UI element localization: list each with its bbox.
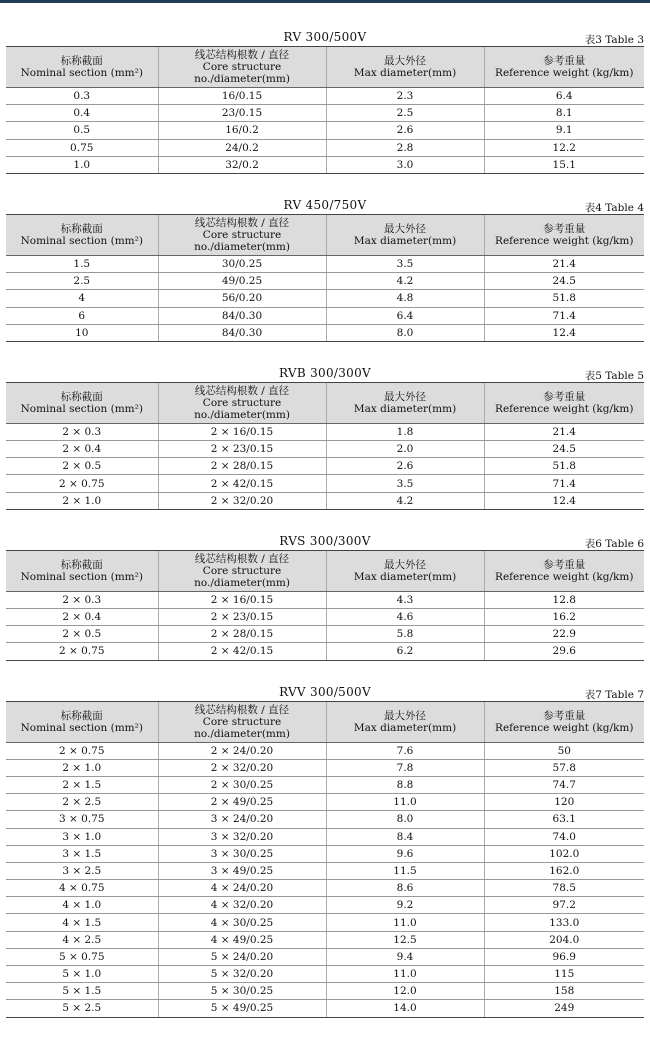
nominal-section-cell: 5 × 0.75	[6, 948, 158, 965]
spec-table	[6, 701, 644, 1018]
core-structure-cell: 5 × 24/0.20	[158, 948, 326, 965]
max-diameter-cell: 4.3	[326, 591, 484, 608]
nominal-section-cell: 4 × 1.5	[6, 914, 158, 931]
header-label-zh: 标称截面	[60, 55, 103, 67]
header-label-zh: 参考重量	[543, 222, 586, 235]
reference-weight-cell: 12.4	[484, 492, 644, 509]
header-label-en: Max diameter(mm)	[353, 67, 457, 79]
header-label-zh: 线芯结构根数 / 直径	[194, 216, 290, 229]
reference-weight-cell: 16.2	[484, 609, 644, 626]
header-label-zh: 线芯结构根数 / 直径	[194, 49, 290, 61]
nominal-section-cell: 2 × 1.0	[6, 492, 158, 509]
top-rule	[0, 0, 650, 3]
nominal-section-cell: 0.4	[6, 105, 158, 122]
header-label-zh: 标称截面	[60, 558, 103, 571]
core-structure-header	[158, 47, 326, 88]
table-row	[6, 122, 644, 139]
reference-weight-header	[484, 550, 644, 591]
header-label-en: Reference weight (kg/km)	[495, 570, 634, 583]
max-diameter-cell: 8.8	[326, 776, 484, 793]
nominal-section-cell: 2 × 1.0	[6, 759, 158, 776]
nominal-section-cell: 3 × 1.5	[6, 845, 158, 862]
table-row	[6, 492, 644, 509]
table-row	[6, 441, 644, 458]
reference-weight-cell: 63.1	[484, 811, 644, 828]
max-diameter-cell: 12.0	[326, 983, 484, 1000]
core-structure-header	[158, 214, 326, 255]
max-diameter-cell: 4.8	[326, 290, 484, 307]
header-label-en: Reference weight (kg/km)	[495, 234, 634, 247]
core-structure-cell: 3 × 24/0.20	[158, 811, 326, 828]
header-label-en: Max diameter(mm)	[353, 402, 457, 415]
core-structure-cell: 3 × 49/0.25	[158, 862, 326, 879]
reference-weight-cell: 120	[484, 794, 644, 811]
table-caption	[0, 28, 650, 46]
header-label-zh: 标称截面	[60, 222, 103, 235]
max-diameter-cell: 2.8	[326, 139, 484, 156]
reference-weight-cell: 12.8	[484, 591, 644, 608]
header-row	[6, 382, 644, 423]
nominal-section-header	[6, 550, 158, 591]
reference-weight-cell: 12.2	[484, 139, 644, 156]
core-structure-cell: 3 × 32/0.20	[158, 828, 326, 845]
core-structure-cell: 23/0.15	[158, 105, 326, 122]
max-diameter-header	[326, 47, 484, 88]
reference-weight-cell: 57.8	[484, 759, 644, 776]
reference-weight-cell: 162.0	[484, 862, 644, 879]
table-caption	[0, 364, 650, 382]
nominal-section-cell: 3 × 1.0	[6, 828, 158, 845]
table-row	[6, 88, 644, 105]
core-structure-cell: 4 × 49/0.25	[158, 931, 326, 948]
core-structure-cell: 4 × 32/0.20	[158, 897, 326, 914]
reference-weight-cell: 24.5	[484, 273, 644, 290]
table-title: RV 450/750V	[283, 197, 367, 212]
core-structure-cell: 2 × 16/0.15	[158, 423, 326, 440]
nominal-section-cell: 2 × 0.75	[6, 643, 158, 660]
max-diameter-cell: 2.6	[326, 458, 484, 475]
header-row	[6, 701, 644, 742]
core-structure-cell: 16/0.2	[158, 122, 326, 139]
table-row	[6, 290, 644, 307]
table-row	[6, 105, 644, 122]
table-row	[6, 845, 644, 862]
nominal-section-cell: 2 × 1.5	[6, 776, 158, 793]
nominal-section-cell: 2 × 0.4	[6, 441, 158, 458]
spec-table	[6, 550, 644, 661]
nominal-section-cell: 4 × 2.5	[6, 931, 158, 948]
header-label-zh: 最大外径	[384, 558, 426, 571]
table-row	[6, 759, 644, 776]
nominal-section-cell: 5 × 1.5	[6, 983, 158, 1000]
nominal-section-cell: 6	[6, 307, 158, 324]
nominal-section-cell: 1.5	[6, 255, 158, 272]
reference-weight-cell: 21.4	[484, 423, 644, 440]
table-row	[6, 828, 644, 845]
core-structure-cell: 2 × 28/0.15	[158, 458, 326, 475]
header-label-zh: 标称截面	[60, 390, 103, 403]
core-structure-cell: 24/0.2	[158, 139, 326, 156]
core-structure-cell: 49/0.25	[158, 273, 326, 290]
max-diameter-cell: 9.2	[326, 897, 484, 914]
header-label-zh: 线芯结构根数 / 直径	[194, 703, 290, 716]
core-structure-cell: 2 × 49/0.25	[158, 794, 326, 811]
nominal-section-cell: 4 × 0.75	[6, 880, 158, 897]
reference-weight-cell: 12.4	[484, 324, 644, 341]
reference-weight-cell: 96.9	[484, 948, 644, 965]
max-diameter-cell: 3.5	[326, 255, 484, 272]
max-diameter-cell: 7.6	[326, 742, 484, 759]
header-label-zh: 参考重量	[543, 558, 586, 571]
nominal-section-cell: 2.5	[6, 273, 158, 290]
table-row	[6, 475, 644, 492]
core-structure-header	[158, 550, 326, 591]
reference-weight-cell: 29.6	[484, 643, 644, 660]
table-number: 表3 Table 3	[584, 34, 644, 46]
max-diameter-header	[326, 214, 484, 255]
nominal-section-header	[6, 214, 158, 255]
max-diameter-cell: 11.5	[326, 862, 484, 879]
nominal-section-cell: 2 × 0.5	[6, 458, 158, 475]
nominal-section-cell: 10	[6, 324, 158, 341]
nominal-section-cell: 3 × 2.5	[6, 862, 158, 879]
table-number: 表6 Table 6	[584, 537, 644, 550]
header-label-zh: 线芯结构根数 / 直径	[194, 552, 290, 565]
reference-weight-cell: 115	[484, 966, 644, 983]
reference-weight-cell: 97.2	[484, 897, 644, 914]
nominal-section-cell: 3 × 0.75	[6, 811, 158, 828]
max-diameter-cell: 2.5	[326, 105, 484, 122]
table-row	[6, 948, 644, 965]
table-caption	[0, 683, 650, 701]
reference-weight-header	[484, 382, 644, 423]
table-row	[6, 643, 644, 660]
max-diameter-cell: 11.0	[326, 914, 484, 931]
table-number: 表7 Table 7	[584, 688, 644, 701]
nominal-section-cell: 5 × 1.0	[6, 966, 158, 983]
table-row	[6, 609, 644, 626]
max-diameter-cell: 4.2	[326, 492, 484, 509]
table-number: 表5 Table 5	[584, 369, 644, 382]
core-structure-cell: 5 × 49/0.25	[158, 1000, 326, 1017]
table-row	[6, 156, 644, 173]
max-diameter-cell: 8.0	[326, 811, 484, 828]
nominal-section-cell: 2 × 0.75	[6, 475, 158, 492]
core-structure-cell: 2 × 23/0.15	[158, 441, 326, 458]
table-title: RVV 300/500V	[279, 684, 371, 699]
reference-weight-header	[484, 214, 644, 255]
max-diameter-cell: 7.8	[326, 759, 484, 776]
core-structure-cell: 84/0.30	[158, 307, 326, 324]
header-label-en: Core structure no./diameter(mm)	[194, 715, 290, 740]
header-label-en: Nominal section (mm²)	[20, 234, 143, 247]
spec-table	[6, 46, 644, 174]
max-diameter-header	[326, 701, 484, 742]
header-label-en: Max diameter(mm)	[353, 721, 457, 734]
reference-weight-cell: 51.8	[484, 458, 644, 475]
reference-weight-cell: 78.5	[484, 880, 644, 897]
header-label-zh: 参考重量	[543, 390, 586, 403]
core-structure-cell: 5 × 30/0.25	[158, 983, 326, 1000]
nominal-section-header	[6, 47, 158, 88]
header-label-en: Reference weight (kg/km)	[495, 402, 634, 415]
header-label-en: Nominal section (mm²)	[20, 721, 143, 734]
table-row	[6, 914, 644, 931]
table-block	[0, 28, 650, 174]
reference-weight-cell: 71.4	[484, 475, 644, 492]
nominal-section-cell: 5 × 2.5	[6, 1000, 158, 1017]
table-title: RV 300/500V	[283, 30, 367, 44]
nominal-section-header	[6, 701, 158, 742]
table-row	[6, 255, 644, 272]
table-row	[6, 307, 644, 324]
reference-weight-header	[484, 47, 644, 88]
header-row	[6, 550, 644, 591]
core-structure-cell: 30/0.25	[158, 255, 326, 272]
table-row	[6, 862, 644, 879]
header-label-en: Core structure no./diameter(mm)	[194, 396, 290, 421]
table-row	[6, 1000, 644, 1017]
core-structure-header	[158, 701, 326, 742]
header-label-en: Reference weight (kg/km)	[495, 67, 634, 79]
core-structure-cell: 4 × 24/0.20	[158, 880, 326, 897]
core-structure-cell: 3 × 30/0.25	[158, 845, 326, 862]
max-diameter-cell: 12.5	[326, 931, 484, 948]
max-diameter-cell: 14.0	[326, 1000, 484, 1017]
table-block	[0, 683, 650, 1018]
header-label-en: Nominal section (mm²)	[20, 402, 143, 415]
max-diameter-cell: 1.8	[326, 423, 484, 440]
max-diameter-cell: 9.6	[326, 845, 484, 862]
max-diameter-cell: 2.0	[326, 441, 484, 458]
core-structure-cell: 2 × 42/0.15	[158, 643, 326, 660]
table-row	[6, 966, 644, 983]
reference-weight-cell: 204.0	[484, 931, 644, 948]
max-diameter-header	[326, 382, 484, 423]
reference-weight-cell: 102.0	[484, 845, 644, 862]
core-structure-cell: 2 × 30/0.25	[158, 776, 326, 793]
reference-weight-cell: 249	[484, 1000, 644, 1017]
table-row	[6, 897, 644, 914]
core-structure-cell: 2 × 16/0.15	[158, 591, 326, 608]
core-structure-cell: 2 × 28/0.15	[158, 626, 326, 643]
max-diameter-cell: 4.6	[326, 609, 484, 626]
nominal-section-cell: 2 × 0.3	[6, 591, 158, 608]
table-row	[6, 591, 644, 608]
header-row	[6, 214, 644, 255]
table-row	[6, 423, 644, 440]
header-label-en: Core structure no./diameter(mm)	[194, 61, 290, 85]
reference-weight-cell: 71.4	[484, 307, 644, 324]
nominal-section-cell: 4 × 1.0	[6, 897, 158, 914]
nominal-section-cell: 0.75	[6, 139, 158, 156]
nominal-section-cell: 2 × 0.5	[6, 626, 158, 643]
header-label-zh: 标称截面	[60, 709, 103, 722]
nominal-section-cell: 2 × 0.75	[6, 742, 158, 759]
core-structure-cell: 2 × 23/0.15	[158, 609, 326, 626]
header-label-en: Core structure no./diameter(mm)	[194, 564, 290, 589]
core-structure-cell: 2 × 42/0.15	[158, 475, 326, 492]
header-label-zh: 最大外径	[384, 55, 426, 67]
nominal-section-cell: 0.3	[6, 88, 158, 105]
table-row	[6, 931, 644, 948]
table-block	[0, 364, 650, 510]
spec-tables	[0, 28, 650, 1040]
table-title: RVS 300/300V	[279, 533, 371, 548]
header-label-en: Max diameter(mm)	[353, 234, 457, 247]
reference-weight-header	[484, 701, 644, 742]
table-row	[6, 273, 644, 290]
max-diameter-cell: 8.0	[326, 324, 484, 341]
core-structure-cell: 32/0.2	[158, 156, 326, 173]
nominal-section-cell: 2 × 0.3	[6, 423, 158, 440]
max-diameter-cell: 9.4	[326, 948, 484, 965]
nominal-section-cell: 1.0	[6, 156, 158, 173]
reference-weight-cell: 21.4	[484, 255, 644, 272]
header-label-zh: 参考重量	[543, 709, 586, 722]
core-structure-cell: 2 × 32/0.20	[158, 492, 326, 509]
table-caption	[0, 196, 650, 214]
header-label-zh: 最大外径	[384, 709, 426, 722]
max-diameter-cell: 8.6	[326, 880, 484, 897]
max-diameter-cell: 11.0	[326, 794, 484, 811]
table-row	[6, 794, 644, 811]
header-row	[6, 47, 644, 88]
max-diameter-cell: 6.2	[326, 643, 484, 660]
nominal-section-cell: 4	[6, 290, 158, 307]
core-structure-cell: 84/0.30	[158, 324, 326, 341]
max-diameter-cell: 11.0	[326, 966, 484, 983]
reference-weight-cell: 8.1	[484, 105, 644, 122]
core-structure-cell: 2 × 24/0.20	[158, 742, 326, 759]
core-structure-cell: 16/0.15	[158, 88, 326, 105]
table-block	[0, 196, 650, 342]
table-row	[6, 139, 644, 156]
header-label-en: Nominal section (mm²)	[20, 570, 143, 583]
reference-weight-cell: 24.5	[484, 441, 644, 458]
max-diameter-cell: 4.2	[326, 273, 484, 290]
header-label-zh: 线芯结构根数 / 直径	[194, 384, 290, 397]
nominal-section-cell: 2 × 0.4	[6, 609, 158, 626]
reference-weight-cell: 74.0	[484, 828, 644, 845]
header-label-en: Max diameter(mm)	[353, 570, 457, 583]
core-structure-cell: 5 × 32/0.20	[158, 966, 326, 983]
core-structure-header	[158, 382, 326, 423]
nominal-section-cell: 0.5	[6, 122, 158, 139]
core-structure-cell: 4 × 30/0.25	[158, 914, 326, 931]
max-diameter-cell: 2.6	[326, 122, 484, 139]
max-diameter-header	[326, 550, 484, 591]
core-structure-cell: 2 × 32/0.20	[158, 759, 326, 776]
reference-weight-cell: 51.8	[484, 290, 644, 307]
max-diameter-cell: 3.5	[326, 475, 484, 492]
reference-weight-cell: 15.1	[484, 156, 644, 173]
nominal-section-header	[6, 382, 158, 423]
table-row	[6, 983, 644, 1000]
table-row	[6, 776, 644, 793]
header-label-en: Core structure no./diameter(mm)	[194, 228, 290, 253]
nominal-section-cell: 2 × 2.5	[6, 794, 158, 811]
reference-weight-cell: 6.4	[484, 88, 644, 105]
table-row	[6, 811, 644, 828]
reference-weight-cell: 50	[484, 742, 644, 759]
header-label-zh: 最大外径	[384, 390, 426, 403]
table-caption	[0, 532, 650, 550]
max-diameter-cell: 5.8	[326, 626, 484, 643]
spec-table	[6, 214, 644, 342]
core-structure-cell: 56/0.20	[158, 290, 326, 307]
reference-weight-cell: 9.1	[484, 122, 644, 139]
max-diameter-cell: 8.4	[326, 828, 484, 845]
max-diameter-cell: 3.0	[326, 156, 484, 173]
header-label-en: Reference weight (kg/km)	[495, 721, 634, 734]
max-diameter-cell: 6.4	[326, 307, 484, 324]
reference-weight-cell: 74.7	[484, 776, 644, 793]
table-row	[6, 324, 644, 341]
reference-weight-cell: 158	[484, 983, 644, 1000]
reference-weight-cell: 22.9	[484, 626, 644, 643]
table-number: 表4 Table 4	[584, 201, 644, 214]
table-block	[0, 532, 650, 661]
spec-table	[6, 382, 644, 510]
header-label-zh: 最大外径	[384, 222, 426, 235]
max-diameter-cell: 2.3	[326, 88, 484, 105]
header-label-en: Nominal section (mm²)	[20, 67, 143, 79]
header-label-zh: 参考重量	[543, 55, 586, 67]
table-row	[6, 626, 644, 643]
table-row	[6, 742, 644, 759]
table-title: RVB 300/300V	[278, 365, 372, 380]
table-row	[6, 880, 644, 897]
reference-weight-cell: 133.0	[484, 914, 644, 931]
table-row	[6, 458, 644, 475]
